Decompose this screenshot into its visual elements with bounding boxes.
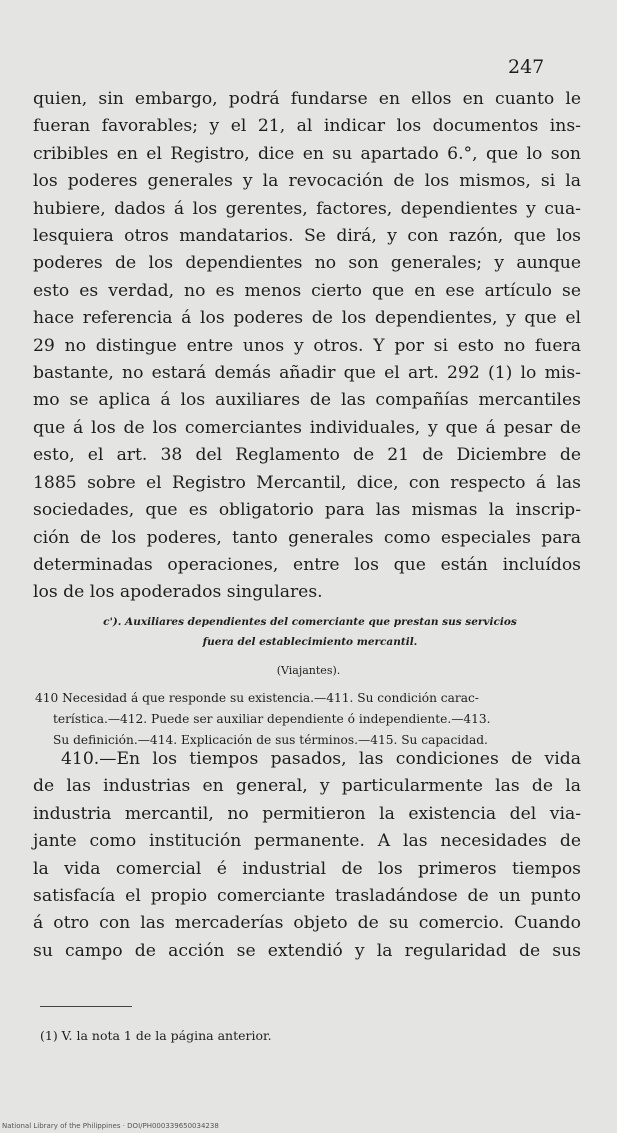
text-line: ción de los poderes, tanto generales como especiales para	[33, 527, 581, 548]
section-heading-continued: fuera del establecimiento mercantil.	[202, 636, 418, 648]
text-line: jante como institución permanente. A las necesidades de	[33, 831, 581, 852]
text-line: los poderes generales y la revocación de los mismos, si la	[33, 171, 581, 192]
summary-line: 410 Necesidad á que responde su existencia.—411. Su condición carac-	[35, 691, 479, 705]
text-line: esto, el art. 38 del Reglamento de 21 de Diciembre de	[33, 445, 581, 466]
section-subheading: (Viajantes).	[276, 664, 341, 677]
text-line: industria mercantil, no permitieron la existencia del via-	[33, 803, 581, 824]
section-summary	[35, 688, 580, 751]
text-line: hubiere, dados á los gerentes, factores, dependientes y cua-	[33, 198, 581, 219]
text-line: la vida comercial é industrial de los primeros tiempos	[33, 858, 581, 879]
section-heading: c'). Auxiliares dependientes del comerciante que prestan sus servicios	[103, 616, 517, 628]
text-line: poderes de los dependientes no son generales; y aunque	[33, 253, 581, 274]
text-line: sociedades, que es obligatorio para las mismas la inscrip-	[33, 500, 581, 521]
page-number: 247	[508, 56, 545, 78]
text-line: de las industrias en general, y particularmente las de la	[33, 776, 581, 797]
text-line: determinadas operaciones, entre los que están incluídos	[33, 554, 581, 575]
text-line: mo se aplica á los auxiliares de las compañías mercantiles	[33, 390, 581, 411]
summary-line: terística.—412. Puede ser auxiliar dependiente ó independiente.—413.	[53, 712, 491, 726]
text-line: su campo de acción se extendió y la regularidad de sus	[33, 940, 581, 961]
text-line: 1885 sobre el Registro Mercantil, dice, con respecto á las	[33, 472, 581, 493]
text-line: á otro con las mercaderías objeto de su comercio. Cuando	[33, 913, 581, 934]
text-line: satisfacía el propio comerciante trasladándose de un punto	[33, 886, 581, 907]
text-line: 410.—En los tiempos pasados, las condiciones de vida	[61, 749, 581, 769]
text-line: hace referencia á los poderes de los dependientes, y que el	[33, 308, 581, 329]
text-line: 29 no distingue entre unos y otros. Y por si esto no fuera	[33, 335, 581, 356]
text-line: fueran favorables; y el 21, al indicar los documentos ins-	[33, 116, 581, 137]
text-line: esto es verdad, no es menos cierto que en ese artículo se	[33, 280, 581, 301]
footnote-divider	[40, 1006, 132, 1007]
paragraph-1	[33, 86, 581, 607]
text-line: bastante, no estará demás añadir que el art. 292 (1) lo mis-	[33, 363, 581, 384]
text-line: que á los de los comerciantes individuales, y que á pesar de	[33, 417, 581, 438]
text-line: cribibles en el Registro, dice en su apartado 6.°, que lo son	[33, 143, 581, 164]
text-line: lesquiera otros mandatarios. Se dirá, y con razón, que los	[33, 226, 581, 247]
scan-credit: National Library of the Philippines · DOI/PH000339650034238	[2, 1122, 219, 1130]
footnote: (1) V. la nota 1 de la página anterior.	[40, 1028, 272, 1043]
text-line: los de los apoderados singulares.	[33, 582, 323, 603]
text-line: quien, sin embargo, podrá fundarse en ellos en cuanto le	[33, 89, 581, 109]
summary-line: Su definición.—414. Explicación de sus términos.—415. Su capacidad.	[53, 733, 488, 747]
paragraph-2	[33, 746, 581, 965]
